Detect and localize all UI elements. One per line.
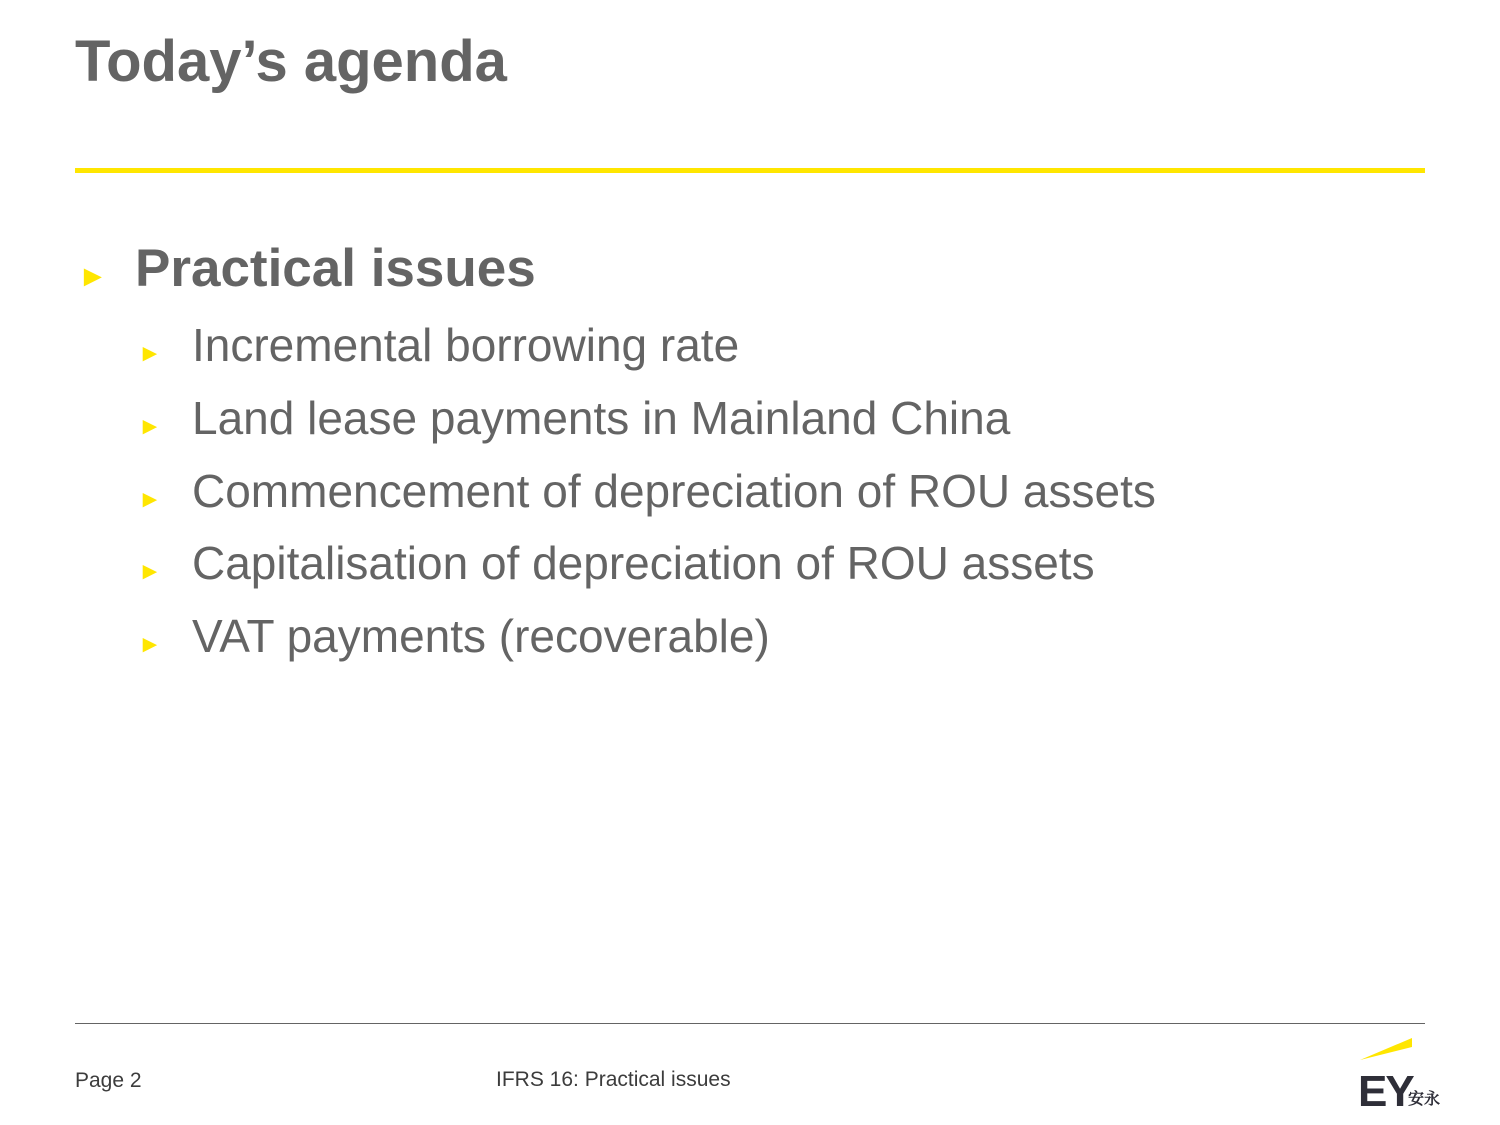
agenda-item-label: Capitalisation of depreciation of ROU assets	[192, 537, 1095, 589]
bullet-arrow-icon: ►	[138, 340, 162, 367]
bullet-arrow-icon: ►	[138, 558, 162, 585]
agenda-section	[78, 238, 536, 299]
title-divider	[75, 168, 1425, 173]
agenda-item-label: Commencement of depreciation of ROU assets	[192, 465, 1156, 517]
bullet-arrow-icon: ►	[138, 631, 162, 658]
bullet-arrow-icon: ►	[138, 413, 162, 440]
agenda-item	[138, 464, 1156, 518]
page-number: Page 2	[75, 1069, 142, 1092]
bullet-arrow-icon: ►	[78, 260, 108, 293]
bullet-arrow-icon: ►	[138, 486, 162, 513]
slide-title: Today’s agenda	[75, 29, 507, 94]
agenda-item	[138, 609, 770, 663]
footer-document-title: IFRS 16: Practical issues	[496, 1068, 731, 1091]
agenda-item	[138, 318, 739, 372]
agenda-section-label: Practical issues	[135, 239, 536, 298]
logo-ey-text: EY	[1358, 1067, 1413, 1110]
logo-chinese-text: 安永	[1408, 1089, 1441, 1108]
agenda-item	[138, 536, 1095, 590]
agenda-item-label: Incremental borrowing rate	[192, 319, 740, 371]
ey-logo	[1356, 1036, 1446, 1110]
agenda-item-label: VAT payments (recoverable)	[192, 610, 770, 662]
agenda-item-label: Land lease payments in Mainland China	[192, 392, 1011, 444]
footer-divider	[75, 1023, 1425, 1024]
agenda-item	[138, 391, 1010, 445]
logo-beam-shape	[1360, 1038, 1412, 1060]
